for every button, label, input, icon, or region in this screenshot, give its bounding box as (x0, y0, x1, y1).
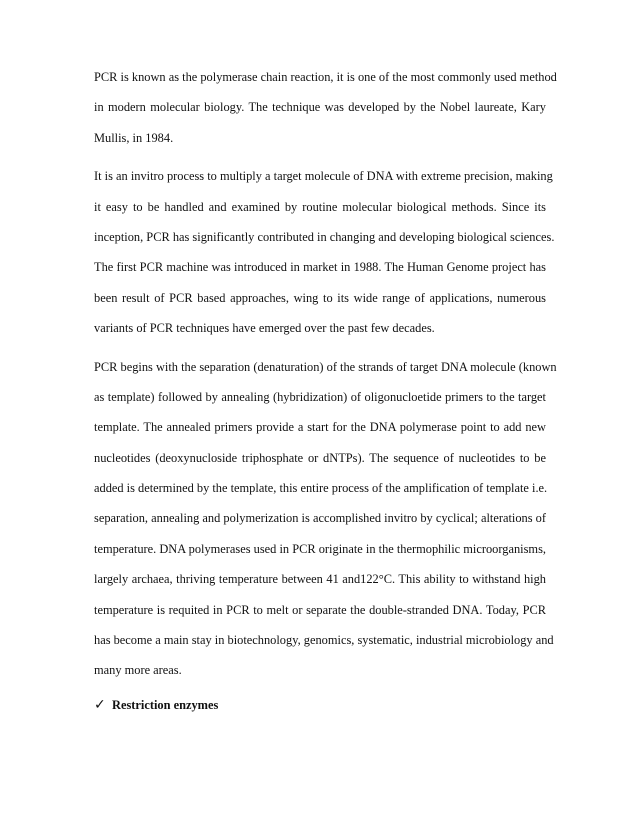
paragraph-pcr-intro (94, 62, 557, 153)
text-line: separation, annealing and polymerization is accomplished invitro by cyclical; alterations of (94, 511, 546, 526)
text-line: has become a main stay in biotechnology, genomics, systematic, industrial microbiology and (94, 633, 554, 648)
text-line: nucleotides (deoxynucloside triphosphate or dNTPs). The sequence of nucleotides to be (94, 450, 546, 465)
paragraph-gap (94, 344, 546, 352)
text-line: template. The annealed primers provide a start for the DNA polymerase point to add new (94, 420, 546, 435)
paragraph-pcr-history (94, 161, 555, 343)
text-line: added is determined by the template, this entire process of the amplification of template i.e. (94, 481, 548, 496)
text-line: largely archaea, thriving temperature between 41 and122°C. This ability to withstand high (94, 572, 546, 587)
paragraph-gap (94, 153, 546, 161)
text-line: variants of PCR techniques have emerged over the past few decades. (94, 321, 435, 336)
text-line: The first PCR machine was introduced in market in 1988. The Human Genome project has (94, 260, 546, 275)
text-line: temperature. DNA polymerases used in PCR originate in the thermophilic microorganisms, (94, 541, 546, 556)
text-line: PCR begins with the separation (denaturation) of the strands of target DNA molecule (known (94, 359, 557, 374)
text-line: temperature is requited in PCR to melt or separate the double-stranded DNA. Today, PCR (94, 602, 546, 617)
text-line: Mullis, in 1984. (94, 130, 174, 145)
text-line: inception, PCR has significantly contributed in changing and developing biological sciences. (94, 229, 555, 244)
section-heading (94, 690, 546, 720)
document-body (94, 62, 557, 720)
text-line: as template) followed by annealing (hybridization) of oligonucloetide primers to the target (94, 389, 546, 404)
text-line: many more areas. (94, 663, 182, 678)
text-line: It is an invitro process to multiply a target molecule of DNA with extreme precision, making (94, 169, 553, 184)
text-line: PCR is known as the polymerase chain reaction, it is one of the most commonly used method (94, 70, 557, 84)
text-line: it easy to be handled and examined by routine molecular biological methods. Since its (94, 199, 546, 214)
paragraph-pcr-process (94, 352, 557, 686)
text-line: been result of PCR based approaches, wing to its wide range of applications, numerous (94, 290, 546, 305)
text-line: in modern molecular biology. The technique was developed by the Nobel laureate, Kary (94, 100, 546, 115)
section-heading-text: Restriction enzymes (112, 697, 219, 712)
checkmark-icon: ✓ (94, 696, 106, 713)
